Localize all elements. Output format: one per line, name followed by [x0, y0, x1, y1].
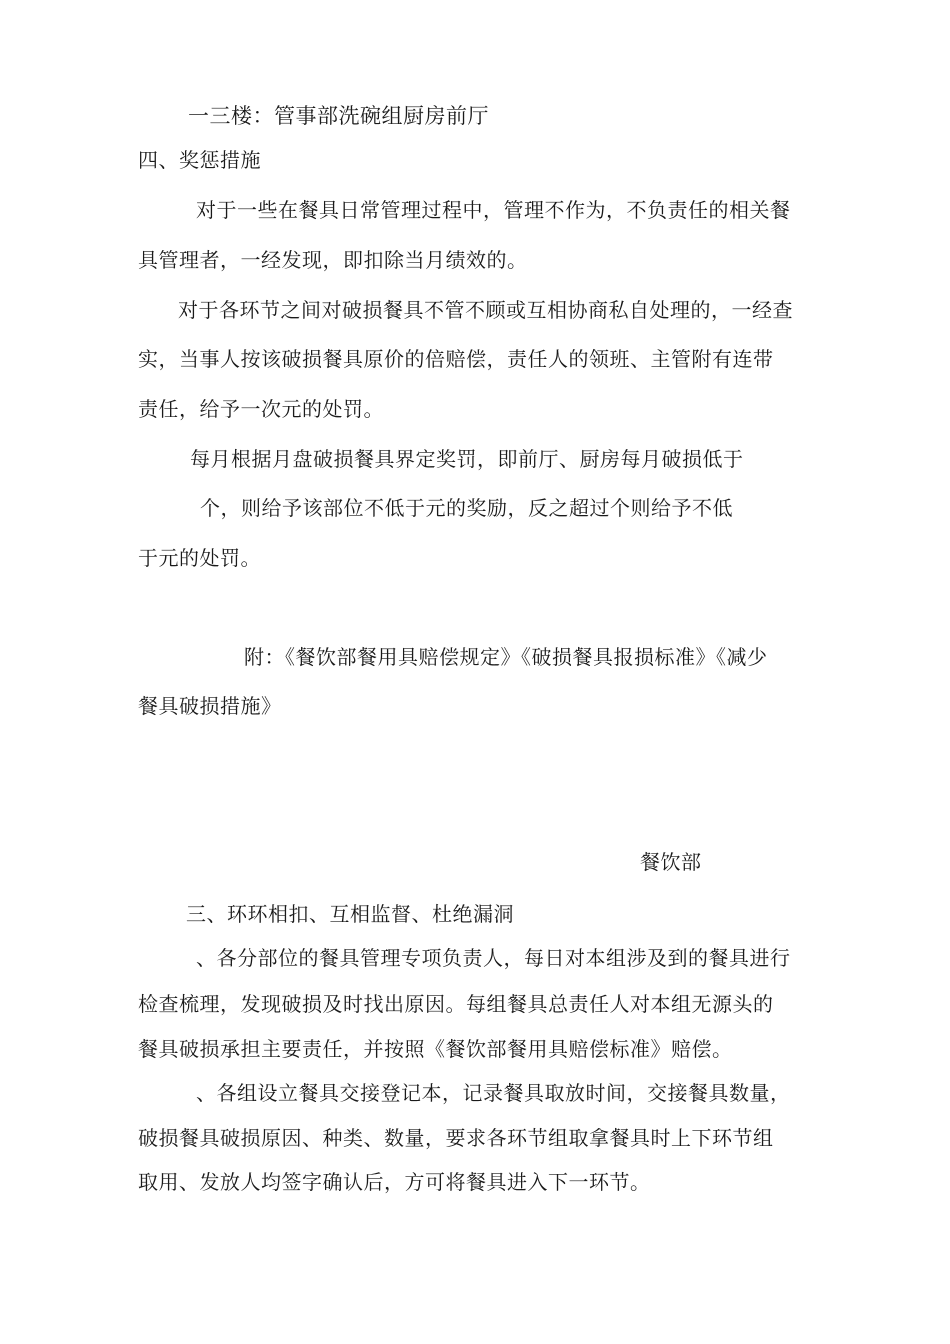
paragraph-line: 个，则给予该部位不低于元的奖励，反之超过个则给予不低: [200, 496, 733, 520]
paragraph-line: 对于一些在餐具日常管理过程中，管理不作为，不负责任的相关餐: [196, 198, 791, 222]
heading-rewards-penalties: 四、奖惩措施: [138, 148, 261, 172]
paragraph-line: 对于各环节之间对破损餐具不管不顾或互相协商私自处理的，一经查: [178, 298, 793, 322]
attachment-line: 附：《餐饮部餐用具赔偿规定》《破损餐具报损标准》《减少: [244, 645, 768, 669]
paragraph-line: 于元的处罚。: [138, 546, 261, 570]
paragraph-line: 、各分部位的餐具管理专项负责人，每日对本组涉及到的餐具进行: [196, 946, 791, 970]
paragraph-line: 取用、发放人均签字确认后，方可将餐具进入下一环节。: [138, 1170, 651, 1194]
paragraph-line: 破损餐具破损原因、种类、数量，要求各环节组取拿餐具时上下环节组: [138, 1126, 774, 1150]
heading-section-three: 三、环环相扣、互相监督、杜绝漏洞: [186, 902, 514, 926]
paragraph-line: 、各组设立餐具交接登记本，记录餐具取放时间，交接餐具数量，: [196, 1081, 791, 1105]
paragraph-line: 检查梳理，发现破损及时找出原因。每组餐具总责任人对本组无源头的: [138, 992, 774, 1016]
paragraph-line: 餐具破损承担主要责任，并按照《餐饮部餐用具赔偿标准》赔偿。: [138, 1037, 733, 1061]
paragraph-line: 每月根据月盘破损餐具界定奖罚，即前厅、厨房每月破损低于: [190, 447, 744, 471]
line-floor-assignment: 一三楼：管事部洗碗组厨房前厅: [188, 104, 489, 128]
paragraph-line: 具管理者，一经发现，即扣除当月绩效的。: [138, 248, 528, 272]
attachment-line: 餐具破损措施》: [138, 694, 282, 718]
paragraph-line: 实，当事人按该破损餐具原价的倍赔偿，责任人的领班、主管附有连带: [138, 347, 774, 371]
department-signature: 餐饮部: [640, 850, 702, 874]
paragraph-line: 责任，给予一次元的处罚。: [138, 397, 384, 421]
